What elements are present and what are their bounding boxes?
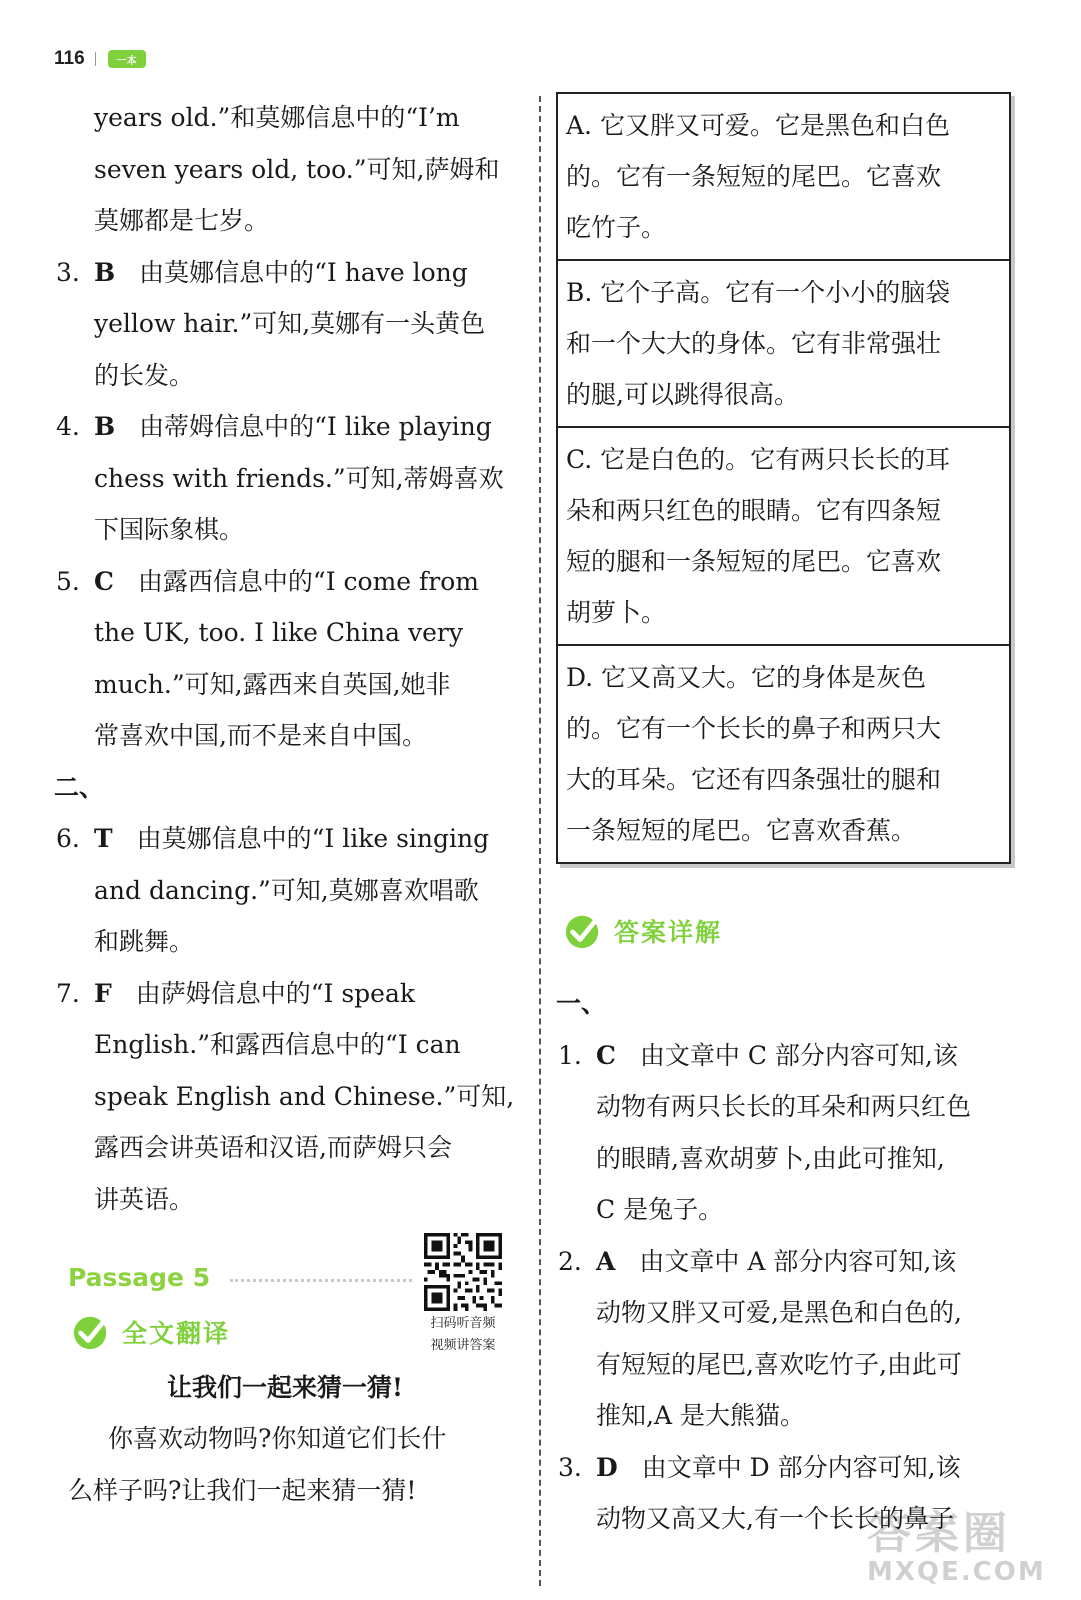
header-separator bbox=[95, 52, 96, 66]
text-line: 由露西信息中的“I come from bbox=[137, 566, 479, 596]
text-line: 胡萝卜。 bbox=[566, 598, 667, 627]
text-line: C. 它是白色的。它有两只长长的耳 bbox=[566, 445, 951, 474]
text-line: D. 它又高又大。它的身体是灰色 bbox=[566, 663, 927, 692]
text-line: A. 它又胖又可爱。它是黑色和白色 bbox=[566, 111, 950, 140]
article-title: 让我们一起来猜一猜! bbox=[167, 1373, 403, 1402]
text-line: 的眼睛,喜欢胡萝卜,由此可推知, bbox=[596, 1143, 945, 1173]
check-circle-icon bbox=[564, 912, 602, 950]
qr-caption-line1: 扫码听音频 bbox=[430, 1316, 496, 1331]
item-answer: D bbox=[596, 1452, 618, 1482]
text-line: yellow hair.”可知,莫娜有一头黄色 bbox=[94, 309, 486, 338]
text-line: 动物又高又大,有一个长长的鼻子 bbox=[596, 1504, 954, 1533]
answer-item-3 bbox=[54, 247, 516, 402]
text-line: 你喜欢动物吗?你知道它们长什 bbox=[108, 1424, 447, 1453]
text-line: 由莫娜信息中的“I have long bbox=[139, 257, 468, 287]
text-line: 的。它有一条短短的尾巴。它喜欢 bbox=[566, 162, 942, 191]
text-line: 由文章中 C 部分内容可知,该 bbox=[639, 1040, 958, 1070]
left-column bbox=[54, 92, 516, 1516]
translation-box bbox=[556, 92, 1011, 864]
watermark-line1: 答案圈 bbox=[867, 1508, 1011, 1559]
translation-cell-d bbox=[558, 646, 1009, 864]
text-line: 和一个大大的身体。它有非常强壮 bbox=[566, 329, 942, 358]
qr-block[interactable] bbox=[418, 1233, 508, 1355]
translation-cell-b bbox=[558, 261, 1009, 428]
text-line: 常喜欢中国,而不是来自中国。 bbox=[94, 721, 427, 750]
text-line: C 是兔子。 bbox=[596, 1195, 724, 1224]
answer-item-4 bbox=[54, 401, 516, 556]
text-line: 下国际象棋。 bbox=[94, 515, 245, 544]
translation-cell-c bbox=[558, 428, 1009, 646]
item-answer: T bbox=[94, 824, 113, 853]
text-line: 的。它有一个长长的鼻子和两只大 bbox=[566, 714, 942, 743]
text-line: 推知,A 是大熊猫。 bbox=[596, 1401, 805, 1430]
explanation-item-1 bbox=[556, 1030, 1011, 1236]
text-line: 由萨姆信息中的“I speak bbox=[135, 978, 416, 1008]
text-line: 讲英语。 bbox=[94, 1184, 195, 1214]
column-divider bbox=[539, 96, 541, 1586]
answer-item-7 bbox=[54, 968, 516, 1226]
passage-title: Passage 5 bbox=[68, 1263, 211, 1292]
text-line: English.”和露西信息中的“I can bbox=[94, 1030, 461, 1059]
item-number: 6. bbox=[56, 824, 80, 853]
translation-heading-text: 全文翻译 bbox=[122, 1319, 231, 1348]
text-line: 短的腿和一条短短的尾巴。它喜欢 bbox=[566, 547, 942, 576]
dotted-leader bbox=[230, 1279, 412, 1282]
section-heading-one: 一、 bbox=[556, 989, 607, 1018]
brand-badge: 一本 bbox=[108, 50, 146, 68]
page-header bbox=[54, 44, 146, 74]
text-line: and dancing.”可知,莫娜喜欢唱歌 bbox=[94, 875, 479, 905]
watermark-line2: MXQE.COM bbox=[867, 1557, 1046, 1587]
item-answer: F bbox=[94, 978, 112, 1008]
text-line: 动物有两只长长的耳朵和两只红色 bbox=[596, 1092, 972, 1121]
item-number: 2. bbox=[558, 1246, 582, 1276]
text-line: the UK, too. I like China very bbox=[94, 618, 464, 647]
text-line: 和跳舞。 bbox=[94, 927, 195, 956]
text-line: 由文章中 A 部分内容可知,该 bbox=[639, 1246, 957, 1276]
item-number: 3. bbox=[56, 257, 80, 287]
text-line: 有短短的尾巴,喜欢吃竹子,由此可 bbox=[596, 1349, 962, 1379]
text-line: years old.”和莫娜信息中的“I’m bbox=[94, 103, 460, 132]
text-line: 由蒂姆信息中的“I like playing bbox=[139, 412, 492, 441]
text-line: 动物又胖又可爱,是黑色和白色的, bbox=[596, 1298, 962, 1327]
translation-cell-a bbox=[558, 94, 1009, 261]
item-number: 5. bbox=[56, 566, 80, 596]
answer-heading bbox=[564, 902, 1011, 960]
item-answer: B bbox=[94, 412, 116, 441]
qr-caption-line2: 视频讲答案 bbox=[430, 1338, 496, 1353]
qr-code-icon[interactable] bbox=[424, 1233, 502, 1311]
continuation-block bbox=[54, 92, 516, 247]
explanation-item-2 bbox=[556, 1236, 1011, 1442]
text-line: 朵和两只红色的眼睛。它有四条短 bbox=[566, 496, 942, 525]
item-answer: A bbox=[596, 1246, 616, 1276]
text-line: 吃竹子。 bbox=[566, 213, 667, 242]
right-column bbox=[556, 92, 1011, 1545]
text-line: much.”可知,露西来自英国,她非 bbox=[94, 669, 451, 699]
text-line: chess with friends.”可知,蒂姆喜欢 bbox=[94, 463, 504, 493]
text-line: 莫娜都是七岁。 bbox=[94, 206, 270, 235]
text-line: 么样子吗?让我们一起来猜一猜! bbox=[68, 1475, 417, 1505]
item-number: 3. bbox=[558, 1452, 582, 1482]
text-line: 的腿,可以跳得很高。 bbox=[566, 380, 799, 409]
section-heading-two: 二、 bbox=[54, 772, 105, 802]
text-line: 大的耳朵。它还有四条强壮的腿和 bbox=[566, 765, 942, 794]
text-line: speak English and Chinese.”可知, bbox=[94, 1081, 515, 1111]
answer-heading-text: 答案详解 bbox=[614, 918, 723, 947]
item-number: 7. bbox=[56, 978, 80, 1008]
text-line: 由文章中 D 部分内容可知,该 bbox=[641, 1452, 961, 1482]
page-number: 116 bbox=[54, 48, 85, 69]
watermark bbox=[867, 1510, 1067, 1590]
item-answer: C bbox=[94, 566, 114, 596]
answer-item-5 bbox=[54, 556, 516, 762]
item-number: 1. bbox=[558, 1040, 582, 1070]
item-answer: B bbox=[94, 257, 116, 287]
text-line: 由莫娜信息中的“I like singing bbox=[136, 824, 490, 853]
text-line: 露西会讲英语和汉语,而萨姆只会 bbox=[94, 1133, 452, 1162]
item-number: 4. bbox=[56, 412, 80, 441]
text-line: 一条短短的尾巴。它喜欢香蕉。 bbox=[566, 816, 917, 845]
text-line: seven years old, too.”可知,萨姆和 bbox=[94, 154, 500, 184]
text-line: B. 它个子高。它有一个小小的脑袋 bbox=[566, 278, 951, 307]
text-line: 的长发。 bbox=[94, 360, 195, 390]
answer-item-6 bbox=[54, 813, 516, 968]
item-answer: C bbox=[596, 1040, 616, 1070]
passage-row bbox=[54, 1233, 516, 1351]
